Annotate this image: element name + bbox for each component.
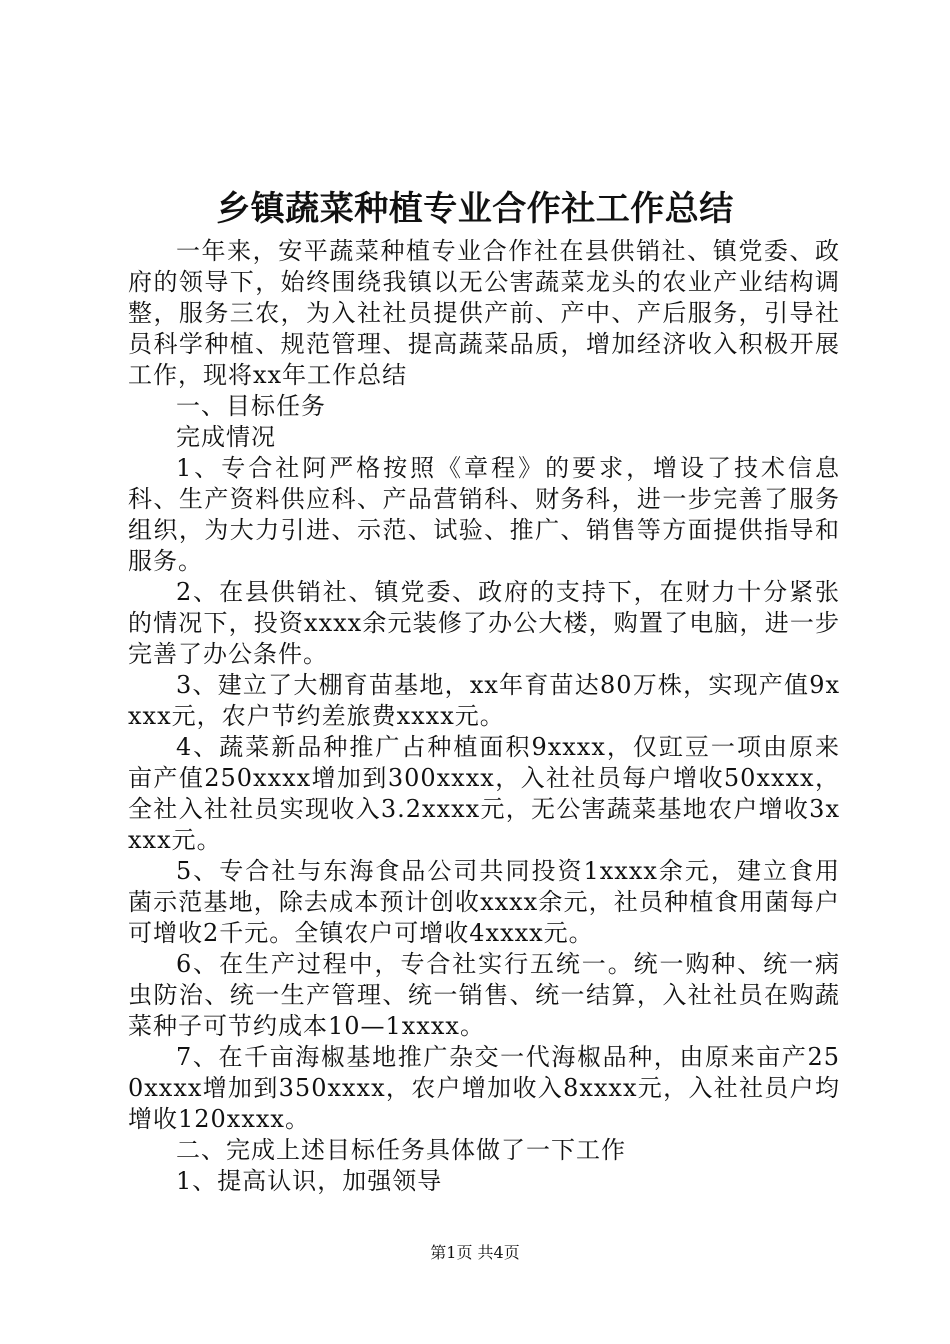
list-item: 5、专合社与东海食品公司共同投资1xxxx余元，建立食用菌示范基地，除去成本预计创收xxxx余元，社员种植食用菌每户可增收2千元。全镇农户可增收4xxxx元。 (128, 857, 840, 947)
document-body (128, 236, 840, 1197)
section-heading: 一、目标任务 (176, 392, 326, 420)
subsection-heading: 完成情况 (176, 423, 276, 451)
list-item: 6、在生产过程中，专合社实行五统一。统一购种、统一病虫防治、统一生产管理、统一销售、统一结算，入社社员在购蔬菜种子可节约成本10—1xxxx。 (128, 950, 840, 1040)
subsection-heading: 1、提高认识，加强领导 (176, 1167, 443, 1195)
list-item: 2、在县供销社、镇党委、政府的支持下，在财力十分紧张的情况下，投资xxxx余元装修了办公大楼，购置了电脑，进一步完善了办公条件。 (128, 578, 840, 668)
list-item: 3、建立了大棚育苗基地，xx年育苗达80万株，实现产值9xxxx元，农户节约差旅费xxxx元。 (128, 671, 840, 730)
list-item: 1、专合社阿严格按照《章程》的要求，增设了技术信息科、生产资料供应科、产品营销科、财务科，进一步完善了服务组织，为大力引进、示范、试验、推广、销售等方面提供指导和服务。 (128, 454, 840, 575)
section-heading: 二、完成上述目标任务具体做了一下工作 (176, 1136, 626, 1164)
list-item: 7、在千亩海椒基地推广杂交一代海椒品种，由原来亩产250xxxx增加到350xxxx，农户增加收入8xxxx元，入社社员户均增收120xxxx。 (128, 1043, 840, 1133)
list-item: 4、蔬菜新品种推广占种植面积9xxxx，仅豇豆一项由原来亩产值250xxxx增加到300xxxx，入社社员每户增收50xxxx，全社入社社员实现收入3.2xxxx元，无公害蔬菜基地农户增收3xxxx元。 (128, 733, 840, 854)
page-footer: 第1页 共4页 (430, 1243, 520, 1262)
intro-paragraph: 一年来，安平蔬菜种植专业合作社在县供销社、镇党委、政府的领导下，始终围绕我镇以无公害蔬菜龙头的农业产业结构调整，服务三农，为入社社员提供产前、产中、产后服务，引导社员科学种植、规范管理、提高蔬菜品质，增加经济收入积极开展工作，现将xx年工作总结 (128, 237, 840, 389)
document-title: 乡镇蔬菜种植专业合作社工作总结 (216, 189, 734, 229)
